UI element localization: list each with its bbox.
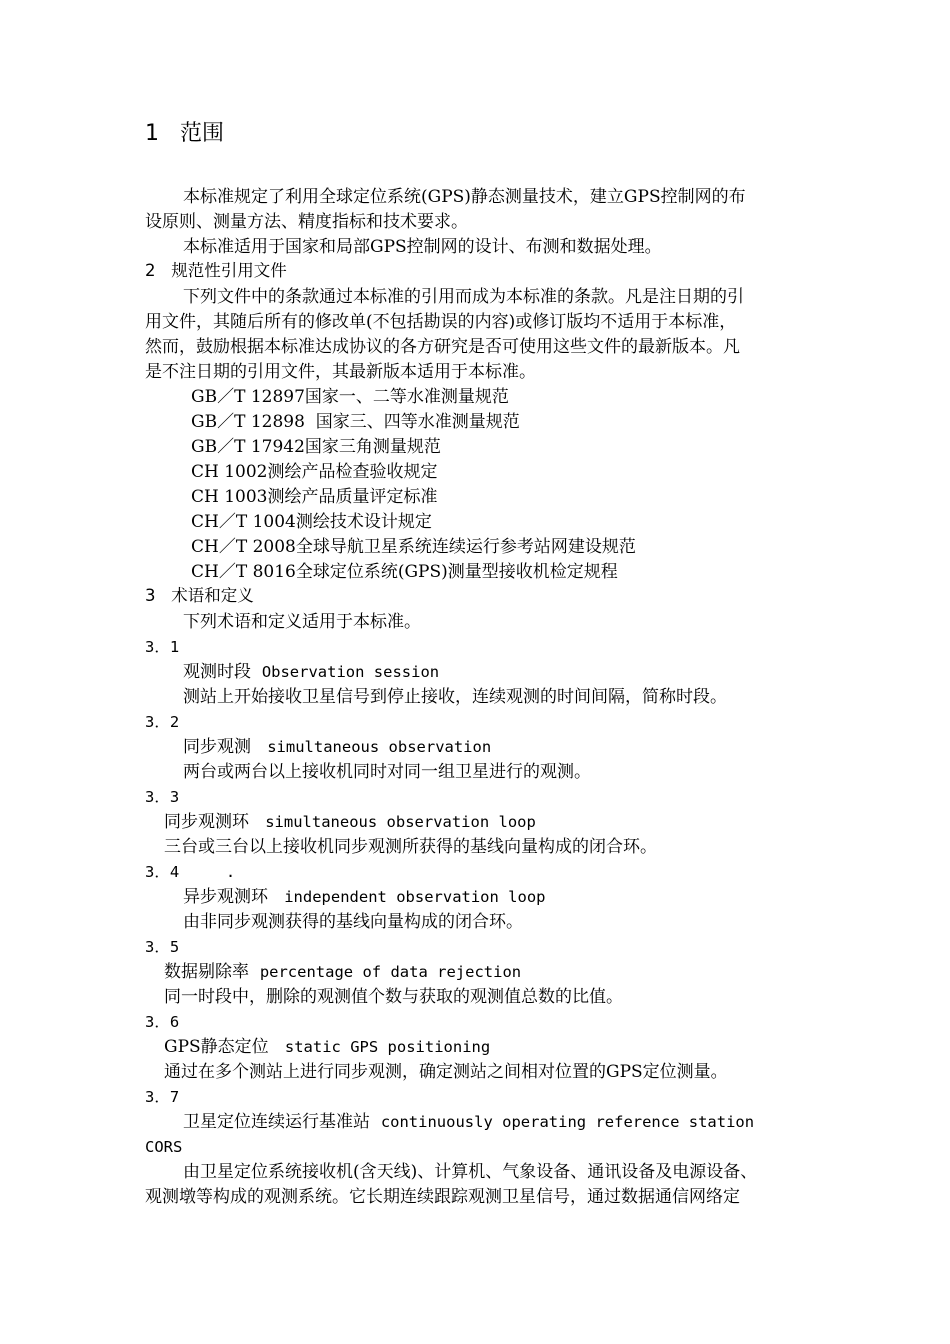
section-2-para-line-4: 是不注日期的引用文件，其最新版本适用于本标准。 [145, 362, 536, 382]
term-definition-line-2: 观测墩等构成的观测系统。它长期连续跟踪观测卫星信号，通过数据通信网络定 [145, 1187, 740, 1207]
reference-item: CH 1003测绘产品质量评定标准 [191, 487, 438, 507]
term-title [164, 1036, 490, 1058]
term-definition: 同一时段中，删除的观测值个数与获取的观测值总数的比值。 [164, 987, 623, 1007]
section-1-para-2: 本标准适用于国家和局部GPS控制网的设计、布测和数据处理。 [183, 237, 662, 257]
reference-item: CH 1002测绘产品检查验收规定 [191, 462, 438, 482]
term-en: Observation session [261, 663, 440, 681]
term-title [164, 811, 536, 833]
term-cn: 异步观测环 [183, 887, 268, 907]
term-en: static GPS positioning [284, 1038, 491, 1056]
term-title [164, 961, 521, 983]
term-number: 3．6 [145, 1013, 180, 1031]
term-en: simultaneous observation loop [265, 813, 536, 831]
term-abbreviation: CORS [145, 1138, 183, 1156]
section-2-number: 2 [145, 261, 156, 280]
section-2-para-line-3: 然而，鼓励根据本标准达成协议的各方研究是否可使用这些文件的最新版本。凡 [145, 337, 740, 357]
term-cn: 观测时段 [183, 662, 251, 682]
term-definition: 通过在多个测站上进行同步观测，确定测站之间相对位置的GPS定位测量。 [164, 1062, 728, 1082]
section-2-para-line-2: 用文件，其随后所有的修改单(不包括勘误的内容)或修订版均不适用于本标准， [145, 312, 737, 332]
term-title [183, 661, 439, 683]
term-number: 3．4 . [145, 863, 236, 881]
term-definition-line-1: 由卫星定位系统接收机(含天线)、计算机、气象设备、通讯设备及电源设备、 [183, 1162, 758, 1182]
term-en: independent observation loop [284, 888, 546, 906]
section-2-heading [145, 260, 287, 282]
term-number: 3．2 [145, 713, 180, 731]
section-1-title: 范围 [179, 121, 224, 146]
term-cn: GPS静态定位 [164, 1037, 269, 1057]
reference-item: CH／T 2008全球导航卫星系统连续运行参考站网建设规范 [191, 537, 636, 557]
section-1-para-1-line-1: 本标准规定了利用全球定位系统(GPS)静态测量技术，建立GPS控制网的布 [183, 187, 746, 207]
term-definition: 两台或两台以上接收机同时对同一组卫星进行的观测。 [183, 762, 591, 782]
term-number: 3．3 [145, 788, 180, 806]
term-cn: 同步观测环 [164, 812, 249, 832]
section-3-intro: 下列术语和定义适用于本标准。 [183, 612, 421, 632]
term-en: continuously operating reference station [380, 1113, 755, 1131]
term-number: 3．7 [145, 1088, 180, 1106]
section-1-number: 1 [145, 121, 159, 146]
reference-item: CH／T 1004测绘技术设计规定 [191, 512, 432, 532]
section-2-title: 规范性引用文件 [171, 261, 287, 280]
section-3-heading [145, 585, 254, 607]
term-title [183, 1111, 754, 1133]
term-number: 3．1 [145, 638, 180, 656]
term-definition: 由非同步观测获得的基线向量构成的闭合环。 [183, 912, 523, 932]
term-definition: 测站上开始接收卫星信号到停止接收，连续观测的时间间隔，简称时段。 [183, 687, 727, 707]
term-number: 3．5 [145, 938, 180, 956]
term-title [183, 736, 491, 758]
section-3-title: 术语和定义 [171, 586, 254, 605]
term-title [183, 886, 546, 908]
term-cn: 数据剔除率 [164, 962, 249, 982]
reference-item: CH／T 8016全球定位系统(GPS)测量型接收机检定规程 [191, 562, 618, 582]
section-2-para-line-1: 下列文件中的条款通过本标准的引用而成为本标准的条款。凡是注日期的引 [183, 287, 744, 307]
term-en: percentage of data rejection [259, 963, 522, 981]
term-cn: 卫星定位连续运行基准站 [183, 1112, 370, 1132]
reference-item: GB／T 12897国家一、二等水准测量规范 [191, 387, 509, 407]
term-en: simultaneous observation [267, 738, 492, 756]
reference-item: GB／T 17942国家三角测量规范 [191, 437, 441, 457]
term-definition: 三台或三台以上接收机同步观测所获得的基线向量构成的闭合环。 [164, 837, 657, 857]
term-cn: 同步观测 [183, 737, 251, 757]
section-3-number: 3 [145, 586, 156, 605]
section-1-heading [145, 119, 224, 149]
section-1-para-1-line-2: 设原则、测量方法、精度指标和技术要求。 [145, 212, 468, 232]
reference-item: GB／T 12898 国家三、四等水准测量规范 [191, 412, 520, 432]
